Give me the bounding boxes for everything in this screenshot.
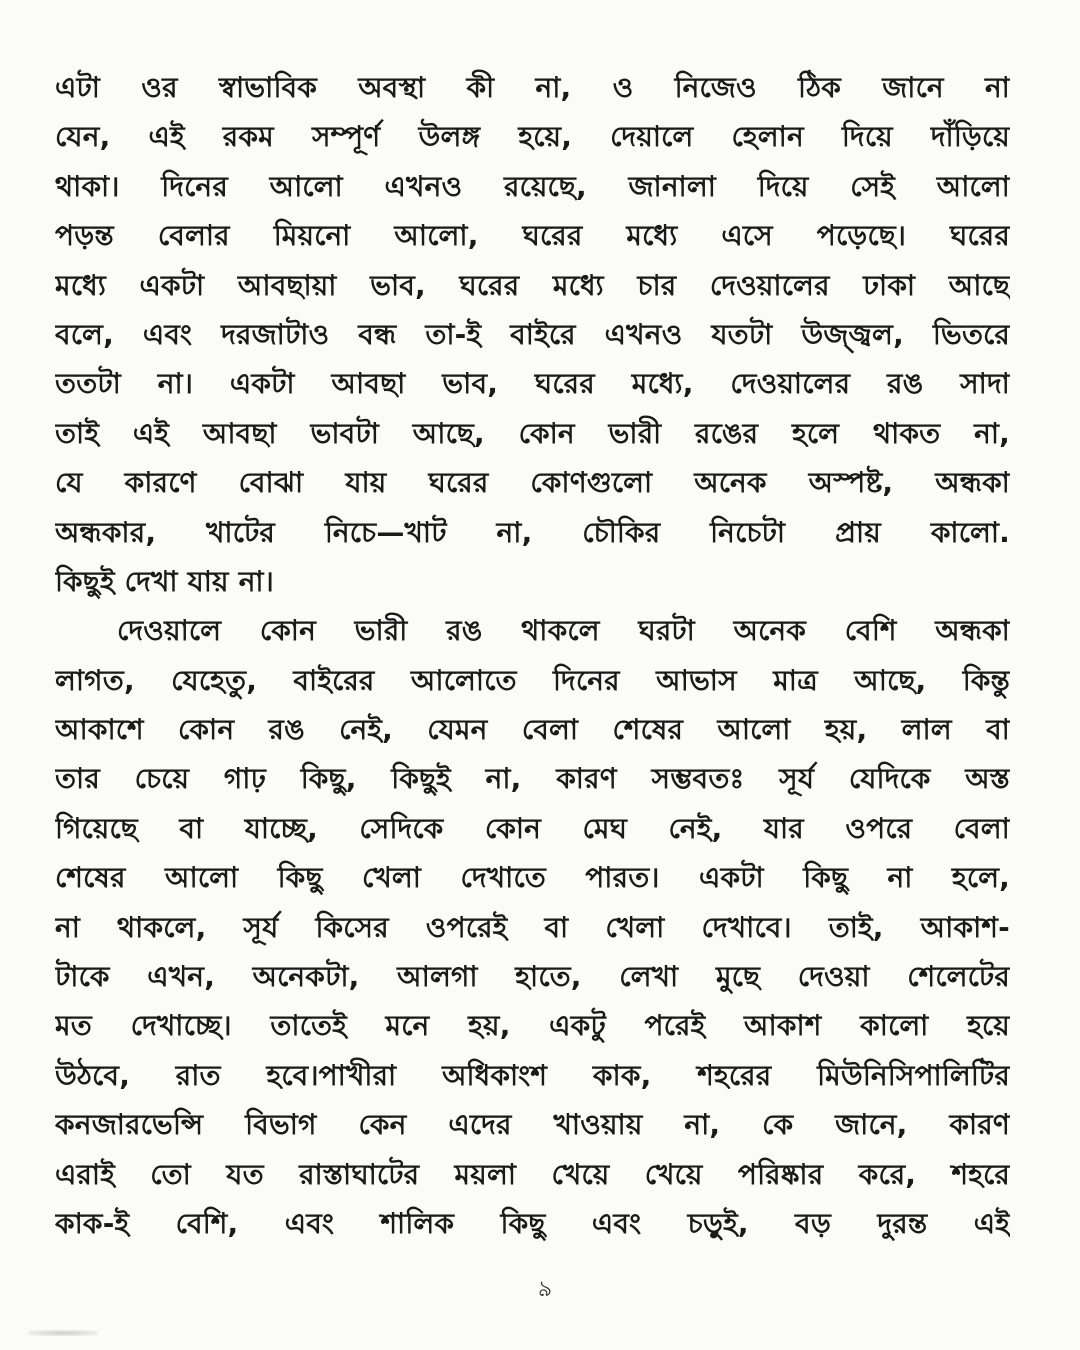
text-line: কনজারভেন্সি বিভাগ কেন এদের খাওয়ায় না, কে জানে, কারণ xyxy=(55,1108,1010,1142)
text-line: আকাশে কোন রঙ নেই, যেমন বেলা শেষের আলো হয়, লাল বা xyxy=(55,713,1010,747)
paragraph-start-line: দেওয়ালে কোন ভারী রঙ থাকলে ঘরটা অনেক বেশি অন্ধকা xyxy=(117,614,1010,648)
body-text xyxy=(55,63,1010,1248)
scan-smudge xyxy=(28,1330,98,1336)
text-line: তাই এই আবছা ভাবটা আছে, কোন ভারী রঙের হলে থাকত না, xyxy=(55,416,1010,450)
text-line: শেষের আলো কিছু খেলা দেখাতে পারত। একটা কিছু না হলে, xyxy=(55,861,1010,895)
text-line: উঠবে, রাত হবে।পাখীরা অধিকাংশ কাক, শহরের মিউনিসিপালিটির xyxy=(55,1058,1010,1092)
text-line: কাক-ই বেশি, এবং শালিক কিছু এবং চড়ুই, বড় দুরন্ত এই xyxy=(55,1206,1010,1240)
text-line: ততটা না। একটা আবছা ভাব, ঘরের মধ্যে, দেওয়ালের রঙ সাদা xyxy=(55,367,1010,401)
text-line: তার চেয়ে গাঢ় কিছু, কিছুই না, কারণ সম্ভবতঃ সূর্য যেদিকে অস্ত xyxy=(55,762,1010,796)
text-line: না থাকলে, সূর্য কিসের ওপরেই বা খেলা দেখাবে। তাই, আকাশ- xyxy=(55,910,1010,944)
text-line: লাগত, যেহেতু, বাইরের আলোতে দিনের আভাস মাত্র আছে, কিন্তু xyxy=(55,663,1010,697)
text-line: এটা ওর স্বাভাবিক অবস্থা কী না, ও নিজেও ঠিক জানে না xyxy=(55,71,1010,104)
text-line: এরাই তো যত রাস্তাঘাটের ময়লা খেয়ে খেয়ে পরিষ্কার করে, শহরে xyxy=(55,1157,1010,1191)
paragraph-end-line: কিছুই দেখা যায় না। xyxy=(55,564,274,598)
text-line: টাকে এখন, অনেকটা, আলগা হাতে, লেখা মুছে দেওয়া শেলেটের xyxy=(55,960,1010,994)
text-line: অন্ধকার, খাটের নিচে—খাট না, চৌকির নিচেটা প্রায় কালো. xyxy=(55,515,1010,549)
text-line: বলে, এবং দরজাটাও বন্ধ তা-ই বাইরে এখনও যতটা উজ্জ্বল, ভিতরে xyxy=(55,317,1010,351)
text-line: গিয়েছে বা যাচ্ছে, সেদিকে কোন মেঘ নেই, যার ওপরে বেলা xyxy=(55,811,1010,845)
text-line: পড়ন্ত বেলার মিয়নো আলো, ঘরের মধ্যে এসে পড়েছে। ঘরের xyxy=(55,219,1010,253)
text-line: থাকা। দিনের আলো এখনও রয়েছে, জানালা দিয়ে সেই আলো xyxy=(55,169,1010,203)
page-number: ৯ xyxy=(537,1277,553,1302)
text-line: যেন, এই রকম সম্পূর্ণ উলঙ্গ হয়ে, দেয়ালে হেলান দিয়ে দাঁড়িয়ে xyxy=(55,120,1010,154)
text-line: যে কারণে বোঝা যায় ঘরের কোণগুলো অনেক অস্পষ্ট, অন্ধকা xyxy=(55,466,1010,500)
text-line: মত দেখাচ্ছে। তাতেই মনে হয়, একটু পরেই আকাশ কালো হয়ে xyxy=(55,1009,1010,1043)
text-line: মধ্যে একটা আবছায়া ভাব, ঘরের মধ্যে চার দেওয়ালের ঢাকা আছে xyxy=(55,268,1010,302)
